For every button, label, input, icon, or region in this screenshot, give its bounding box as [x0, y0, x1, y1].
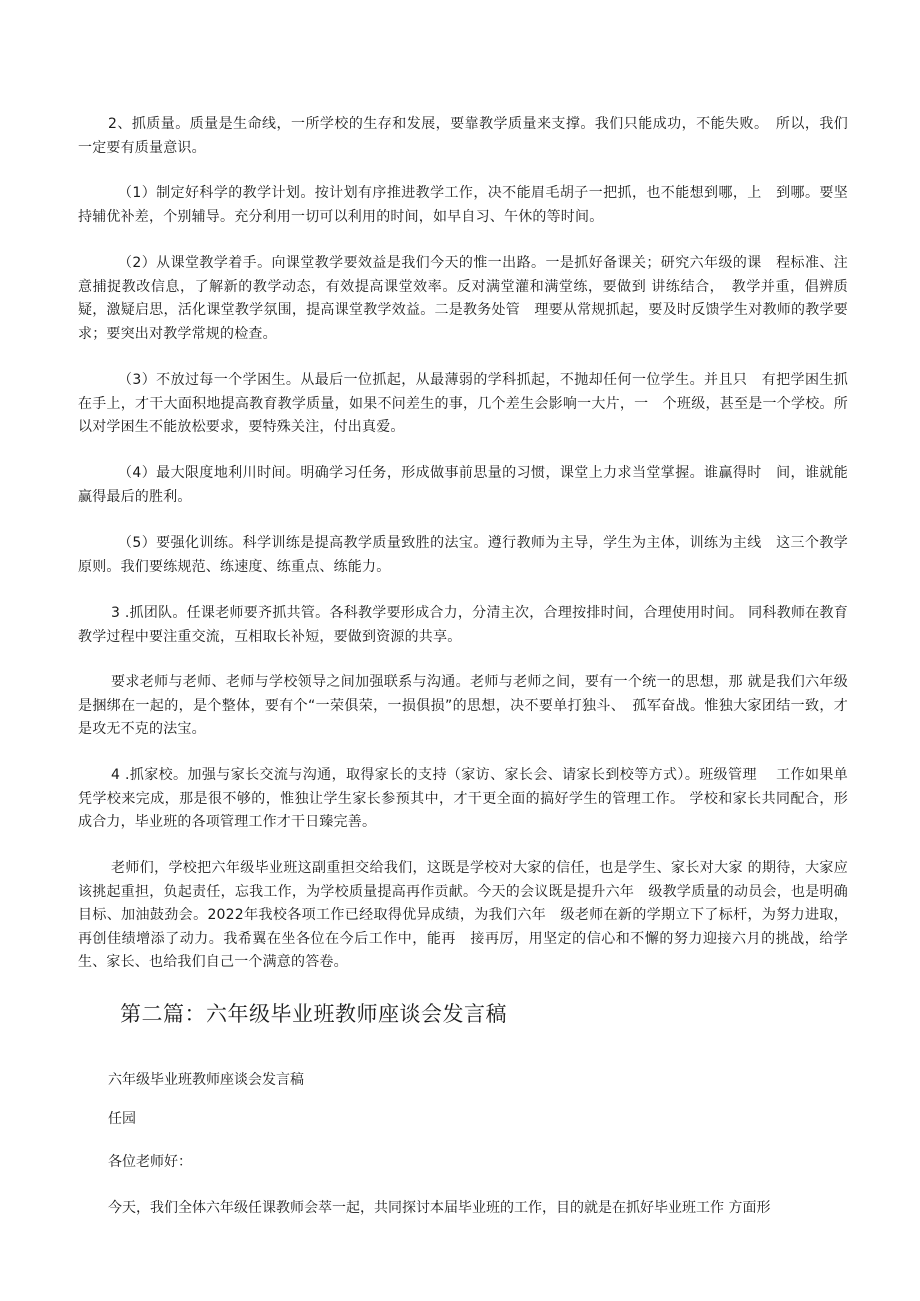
paragraph-home-school: 4 .抓家校。加强与家长交流与沟通，取得家长的支持（家访、家长会、请家长到校等方式）。班级管理 工作如果单凭学校来完成，那是很不够的，惟独让学生家长参预其中，才干更全面的搞好学生的管理工作。 学校和家长共同配合，形成合力，毕业班的各项管理工作才干日臻完善。: [78, 767, 848, 830]
paragraph-item-1: （1）制定好科学的教学计划。按计划有序推进教学工作，决不能眉毛胡子一把抓，也不能想到哪，上 到哪。要坚持辅优补差，个别辅导。充分利用一切可以利用的时间，如早自习、午休的等时间。: [78, 185, 848, 225]
opening-paragraph: 今天，我们全体六年级任课教师会萃一起，共同探讨本届毕业班的工作，目的就是在抓好毕业班工作 方面形: [108, 1200, 771, 1216]
paragraph-communication: 要求老师与老师、老师与学校领导之间加强联系与沟通。老师与老师之间，要有一个统一的思想，那 就是我们六年级是捆绑在一起的，是个整体，要有个“一荣俱荣，一损俱损”的思想，决不要单打独斗、 孤军奋战。惟独大家团结一致，才是攻无不克的法宝。: [78, 674, 848, 737]
paragraph-item-2: （2）从课堂教学着手。向课堂教学要效益是我们今天的惟一出路。一是抓好备课关；研究六年级的课 程标准、注意捕捉教改信息，了解新的教学动态，有效提高课堂效率。反对满堂灌和满堂练，要做到 讲练结合， 教学并重，倡辨质疑，激疑启思，活化课堂教学氛围，提高课堂教学效益。二是教务处管 理要从常规抓起，要及时反馈学生对教师的教学要求；要突出对教学常规的检查。: [78, 255, 848, 342]
paragraph-item-4: （4）最大限度地利川时间。明确学习任务，形成做事前思量的习惯，课堂上力求当堂掌握。谁赢得时 间，谁就能赢得最后的胜利。: [78, 465, 848, 505]
paragraph-quality: 2、抓质量。质量是生命线，一所学校的生存和发展，要靠教学质量来支撑。我们只能成功，不能失败。 所以，我们一定要有质量意识。: [78, 116, 848, 156]
paragraph-item-3: （3）不放过每一个学困生。从最后一位抓起，从最薄弱的学科抓起，不抛却任何一位学生。并且只 有把学困生抓在手上，才干大面积地提高教育教学质量，如果不问差生的事，几个差生会影响一大片，一 个班级，甚至是一个学校。所以对学困生不能放松要求，要特殊关注，付出真爱。: [78, 372, 848, 435]
speech-subtitle: 六年级毕业班教师座谈会发言稿: [108, 1072, 304, 1088]
paragraph-team: 3 .抓团队。任课老师要齐抓共管。各科教学要形成合力，分清主次，合理按排时间，合理使用时间。 同科教师在教育教学过程中要注重交流，互相取长补短，要做到资源的共享。: [78, 605, 848, 645]
section-heading: 第二篇：六年级毕业班教师座谈会发言稿: [120, 1002, 507, 1026]
greeting: 各位老师好：: [108, 1154, 192, 1170]
paragraph-conclusion: 老师们，学校把六年级毕业班这副重担交给我们，这既是学校对大家的信任，也是学生、家长对大家 的期待，大家应该挑起重担，负起责任，忘我工作，为学校质量提高再作贡献。今天的会议既是提升六年 级教学质量的动员会，也是明确目标、加油鼓劲会。2022年我校各项工作已经取得优异成绩，为我们六年 级老师在新的学期立下了标杆，为努力进取，再创佳绩增添了动力。我希翼在坐各位在今后工作中，能再 接再厉，用坚定的信心和不懈的努力迎接六月的挑战，给学生、家长、也给我们自己一个满意的答卷。: [78, 860, 848, 970]
author-name: 任园: [108, 1111, 136, 1127]
paragraph-item-5: （5）要强化训练。科学训练是提高教学质量致胜的法宝。遵行教师为主导，学生为主体，训练为主线 这三个教学原则。我们要练规范、练速度、练重点、练能力。: [78, 535, 848, 575]
